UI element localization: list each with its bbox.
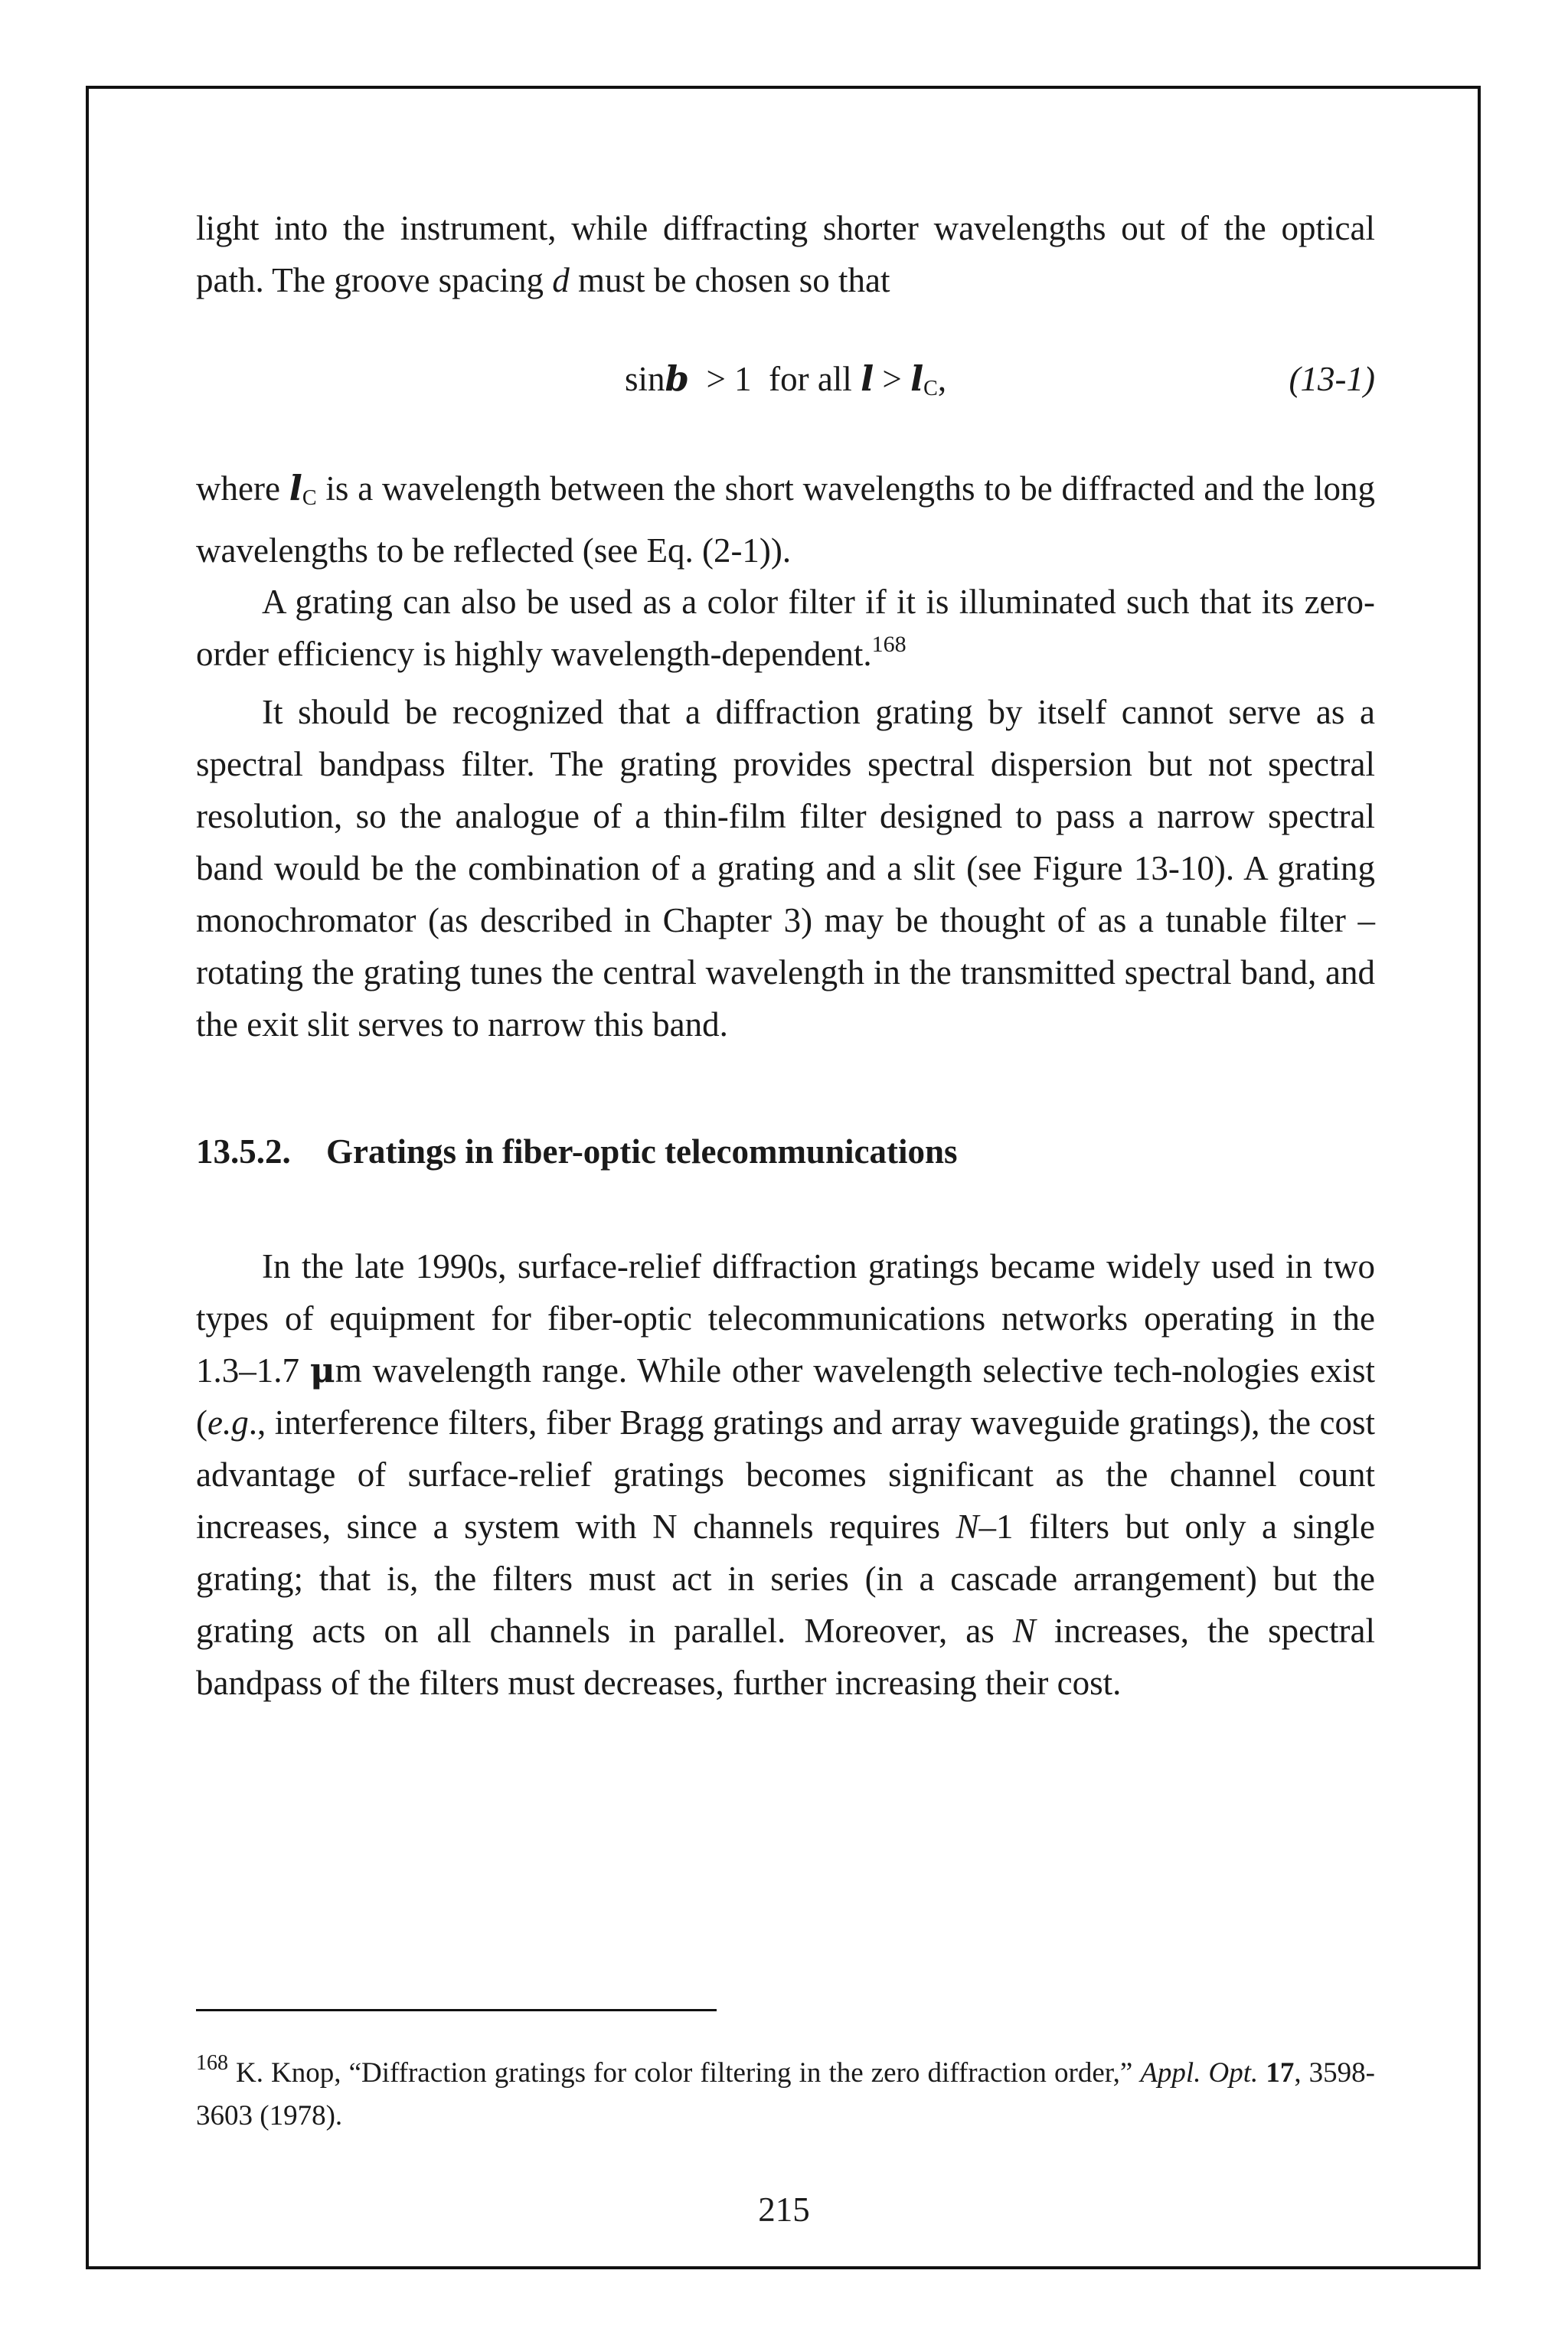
footnote-divider: [196, 2009, 717, 2011]
equation-13-1: [196, 352, 1375, 406]
text-run: is a wavelength between the short wavelengths to be diffracted and the long wavelengths to be reflected (see Eq. (2-1)).: [196, 469, 1376, 570]
beta-symbol: b: [665, 358, 689, 399]
variable-n: N: [956, 1508, 979, 1546]
text-run: A grating can also be used as a color filter if it is illuminated such that its zero-order efficiency is highly wavelength-dependent.: [196, 583, 1375, 673]
text-run: m wavelength range. While other wavelength selective tech-nologies exist (: [196, 1351, 1375, 1442]
variable-n: N: [1012, 1612, 1036, 1650]
text-run: must be chosen so that: [569, 261, 890, 299]
footnote-mark: 168: [196, 2051, 228, 2075]
eg-italic: e.g: [207, 1403, 249, 1442]
text-run: –1 filters but only a single grating; that is, the filters must act in series (in a cascade arrangement) but the grating acts on all channels in parallel. Moreover, as: [196, 1508, 1375, 1650]
lambda-c-symbol: l: [289, 468, 302, 508]
footnote-journal: Appl. Opt.: [1140, 2057, 1259, 2089]
footnote-text: K. Knop, “Diffraction gratings for color filtering in the zero diffraction order,”: [236, 2057, 1141, 2089]
subscript-c: C: [923, 377, 938, 400]
page-number: 215: [758, 2190, 810, 2229]
equation-expression: [625, 352, 946, 416]
paragraph-where: [196, 462, 1375, 577]
text-run: In the late 1990s, surface-relief diffraction gratings became widely used in two types of equipment for fiber-optic telecommunications networks operating in the 1.3–1.7: [196, 1247, 1375, 1390]
paragraph-intro: [196, 202, 1375, 306]
lambda-c-symbol: l: [910, 358, 924, 399]
equation-text: >: [874, 360, 911, 398]
subscript-c: C: [302, 486, 317, 510]
paragraph-bandpass: It should be recognized that a diffraction grating by itself cannot serve as a spectral bandpass filter. The grating provides spectral dispersion but not spectral resolution, so the analogue of a thin-film filter designed to pass a narrow spectral band would be the combination of a grating and a slit (see Figure 13-10). A grating monochromator (as described in Chapter 3) may be thought of as a tunable filter – rotating the grating tunes the central wavelength in the transmitted spectral band, and the exit slit serves to narrow this band.: [196, 693, 1375, 1044]
equation-comma: ,: [937, 360, 947, 398]
text-run: ., interference filters, fiber Bragg gratings and array waveguide gratings), the cost advantage of surface-relief gratings becomes significant as the channel count increases, since a system with N channels requires: [196, 1403, 1375, 1546]
footnote-reference[interactable]: 168: [871, 632, 906, 657]
mu-symbol: μ: [309, 1350, 335, 1390]
variable-d: d: [552, 261, 570, 299]
text-run: light into the instrument, while diffracting shorter wavelengths out of the optical path. The groove spacing: [196, 209, 1375, 299]
paragraph-telecom: [196, 1240, 1375, 1709]
paragraph-color-filter: [196, 576, 1375, 680]
sin-text: sin: [625, 360, 665, 398]
footnote-168: [196, 2052, 1375, 2138]
section-title: Gratings in fiber-optic telecommunications: [326, 1132, 958, 1171]
section-heading: [196, 1125, 957, 1178]
text-run: increases, the spectral bandpass of the filters must decreases, further increasing their cost.: [196, 1612, 1375, 1702]
section-number: 13.5.2.: [196, 1132, 291, 1171]
lambda-symbol: l: [861, 358, 874, 399]
text-run: where: [196, 469, 289, 508]
equation-text: > 1 for all: [688, 360, 861, 398]
equation-number: (13-1): [1289, 360, 1375, 398]
footnote-volume: 17: [1266, 2057, 1295, 2089]
footnote-text: , 3598-3603 (1978).: [196, 2057, 1375, 2132]
